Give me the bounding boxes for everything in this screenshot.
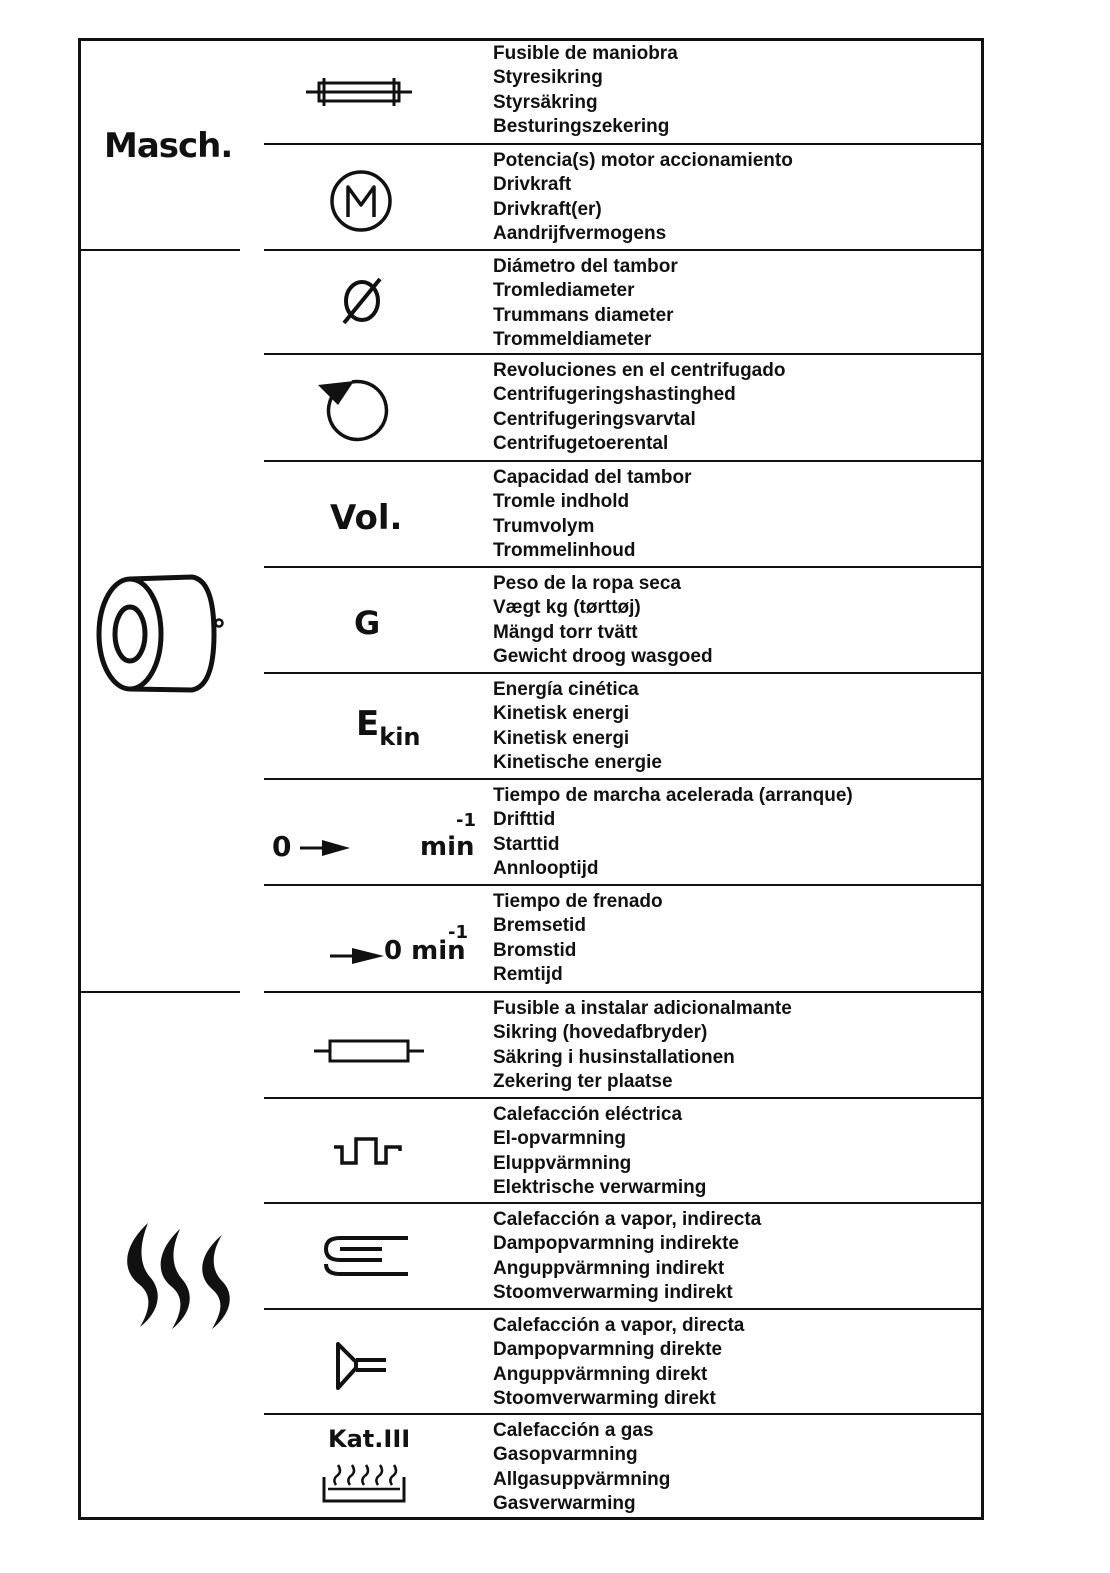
description-da: Styresikring — [493, 67, 603, 89]
table-row — [264, 251, 984, 353]
table-row — [264, 1099, 984, 1202]
drum-icon — [92, 570, 232, 695]
kinetic-energy-e: E — [356, 704, 380, 744]
description-es: Revoluciones en el centrifugado — [493, 360, 786, 381]
row-description — [493, 678, 662, 775]
table-row — [264, 780, 984, 884]
symbol-cell — [264, 1310, 490, 1413]
row-description — [493, 359, 785, 456]
description-nl: Stoomverwarming direkt — [493, 1387, 716, 1409]
arrow-right-icon — [328, 944, 386, 968]
description-da: El-opvarmning — [493, 1128, 627, 1150]
table-row — [264, 462, 984, 566]
gas-category-label: Kat.III — [328, 1425, 411, 1453]
description-da: Bremsetid — [493, 915, 586, 937]
weight-symbol: G — [354, 604, 381, 642]
description-es: Fusible a instalar adicionalmante — [493, 998, 792, 1019]
description-nl: Annlooptijd — [493, 857, 599, 879]
description-da: Kinetisk energi — [493, 703, 630, 725]
table-row — [264, 568, 984, 672]
description-nl: Gewicht droog wasgoed — [493, 645, 713, 667]
description-sv: Allgasuppvärmning — [493, 1468, 671, 1490]
description-sv: Eluppvärmning — [493, 1152, 632, 1174]
description-es: Diámetro del tambor — [493, 256, 678, 277]
description-sv: Styrsäkring — [493, 91, 598, 113]
table-row — [264, 1415, 984, 1518]
description-da: Tromle indhold — [493, 491, 630, 513]
symbol-cell — [264, 674, 490, 778]
description-es: Fusible de maniobra — [493, 43, 678, 64]
description-sv: Bromstid — [493, 939, 577, 961]
kinetic-energy-subscript: kin — [379, 723, 421, 751]
row-description — [493, 890, 663, 987]
description-da: Gasopvarmning — [493, 1444, 638, 1466]
row-description — [493, 466, 692, 563]
row-description — [493, 1103, 706, 1200]
category-divider — [80, 991, 240, 993]
row-description — [493, 255, 678, 352]
description-sv: Drivkraft(er) — [493, 198, 602, 220]
start-zero-label: 0 — [272, 830, 292, 863]
symbol-cell — [264, 355, 490, 460]
description-nl: Remtijd — [493, 963, 563, 985]
table-row — [264, 1310, 984, 1413]
min-exponent-label: -1 — [448, 922, 468, 943]
table-row — [264, 38, 984, 143]
description-nl: Gasverwarming — [493, 1492, 636, 1514]
description-nl: Aandrijfvermogens — [493, 222, 667, 244]
symbol-cell — [264, 780, 490, 884]
description-sv: Säkring i husinstallationen — [493, 1046, 735, 1068]
description-nl: Elektrische verwarming — [493, 1176, 707, 1198]
description-sv: Centrifugeringsvarvtal — [493, 408, 696, 430]
symbol-cell — [264, 38, 490, 143]
description-da: Vægt kg (tørttøj) — [493, 597, 641, 619]
description-nl: Trommeldiameter — [493, 328, 652, 350]
row-description — [493, 784, 853, 881]
category-divider — [80, 249, 240, 251]
symbol-cell — [264, 886, 490, 991]
row-description — [493, 572, 713, 669]
description-es: Capacidad del tambor — [493, 467, 692, 488]
min-exponent-label: -1 — [456, 810, 476, 831]
description-sv: Anguppvärmning direkt — [493, 1363, 708, 1385]
description-es: Calefacción a vapor, indirecta — [493, 1209, 762, 1230]
fuse-icon — [264, 993, 490, 1097]
symbol-cell — [264, 1099, 490, 1202]
diameter-icon — [264, 251, 490, 353]
description-sv: Trummans diameter — [493, 304, 674, 326]
description-sv: Mängd torr tvätt — [493, 621, 638, 643]
category-machine-label: Masch. — [104, 126, 233, 166]
description-da: Dampopvarmning direkte — [493, 1339, 723, 1361]
table-row — [264, 1204, 984, 1308]
symbol-cell — [264, 993, 490, 1097]
symbol-cell — [264, 145, 490, 249]
row-description — [493, 1208, 761, 1305]
fuse-icon — [264, 38, 490, 143]
stop-zero-min-label: 0 min — [384, 936, 466, 966]
row-description — [493, 42, 678, 139]
description-nl: Trommelinhoud — [493, 539, 636, 561]
kinetic-energy-symbol — [356, 704, 421, 751]
description-nl: Besturingszekering — [493, 115, 670, 137]
description-es: Calefacción eléctrica — [493, 1104, 683, 1125]
volume-symbol: Vol. — [330, 498, 403, 538]
electric-heating-icon — [264, 1099, 490, 1202]
description-da: Dampopvarmning indirekte — [493, 1233, 739, 1255]
description-da: Sikring (hovedafbryder) — [493, 1022, 708, 1044]
description-es: Tiempo de frenado — [493, 891, 663, 912]
table-row — [264, 886, 984, 991]
row-description — [493, 149, 793, 246]
row-description — [493, 1314, 744, 1411]
description-sv: Starttid — [493, 833, 560, 855]
description-es: Tiempo de marcha acelerada (arranque) — [493, 785, 853, 806]
motor-m-icon — [264, 145, 490, 249]
heat-flames-icon — [118, 1215, 238, 1335]
symbol-cell — [264, 1204, 490, 1308]
table-row — [264, 145, 984, 249]
table-row — [264, 993, 984, 1097]
description-da: Tromlediameter — [493, 280, 635, 302]
indirect-steam-icon — [264, 1204, 490, 1308]
description-da: Centrifugeringshastinghed — [493, 384, 736, 406]
description-sv: Anguppvärmning indirekt — [493, 1257, 725, 1279]
description-sv: Trumvolym — [493, 515, 595, 537]
description-es: Calefacción a gas — [493, 1420, 654, 1441]
description-es: Peso de la ropa seca — [493, 573, 681, 594]
arrow-right-icon — [298, 836, 354, 860]
direct-steam-icon — [264, 1310, 490, 1413]
description-es: Energía cinética — [493, 679, 639, 700]
description-es: Potencia(s) motor accionamiento — [493, 150, 793, 171]
description-nl: Centrifugetoerental — [493, 432, 669, 454]
description-nl: Kinetische energie — [493, 751, 662, 773]
description-nl: Stoomverwarming indirekt — [493, 1281, 733, 1303]
symbol-cell — [264, 1415, 490, 1518]
description-nl: Zekering ter plaatse — [493, 1070, 673, 1092]
description-sv: Kinetisk energi — [493, 727, 630, 749]
min-unit-label: min — [420, 832, 475, 862]
description-es: Calefacción a vapor, directa — [493, 1315, 745, 1336]
symbol-cell — [264, 568, 490, 672]
symbol-cell — [264, 462, 490, 566]
symbol-cell — [264, 251, 490, 353]
row-description — [493, 997, 792, 1094]
table-row — [264, 674, 984, 778]
row-description — [493, 1419, 670, 1516]
gas-burner-icon — [320, 1463, 410, 1507]
table-row — [264, 355, 984, 460]
rotation-icon — [264, 355, 490, 460]
description-da: Drifttid — [493, 809, 556, 831]
description-da: Drivkraft — [493, 174, 572, 196]
